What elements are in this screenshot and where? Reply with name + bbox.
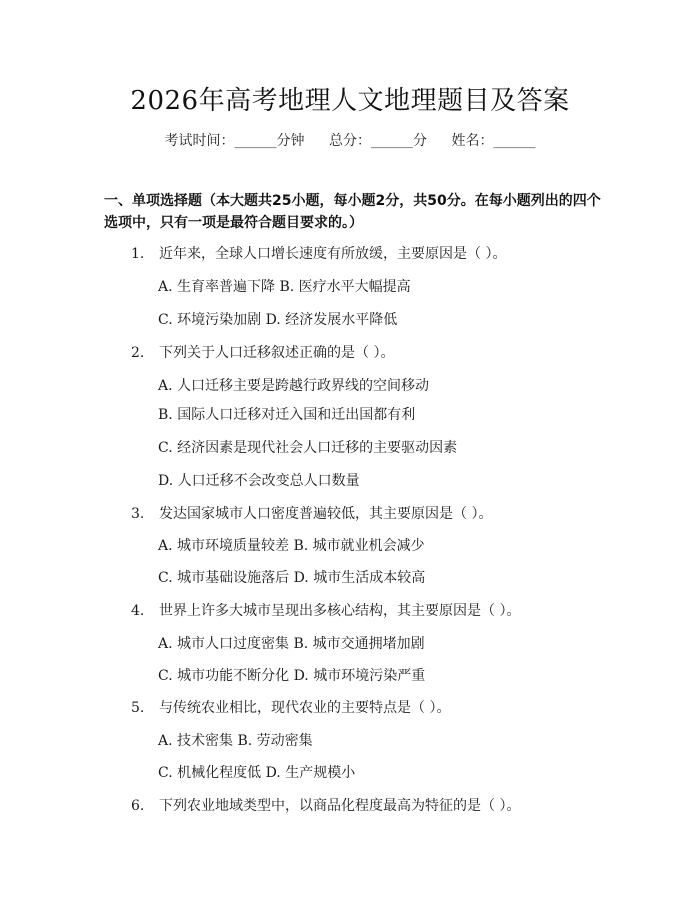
question-3 — [131, 503, 492, 523]
question-3-options-cd: C. 城市基础设施落后 D. 城市生活成本较高 — [158, 570, 426, 586]
question-number: 1. — [131, 246, 145, 262]
question-number: 2. — [131, 345, 145, 361]
question-stem: 发达国家城市人口密度普遍较低，其主要原因是（ ）。 — [159, 506, 493, 522]
question-stem: 下列农业地域类型中，以商品化程度最高为特征的是（ ）。 — [159, 798, 521, 814]
question-number: 6. — [131, 798, 145, 814]
question-2-option-b: B. 国际人口迁移对迁入国和迁出国都有利 — [158, 407, 416, 423]
question-4-options-cd: C. 城市功能不断分化 D. 城市环境污染严重 — [158, 668, 426, 684]
question-2 — [131, 342, 394, 362]
question-3-options-ab: A. 城市环境质量较差 B. 城市就业机会减少 — [158, 538, 425, 554]
question-number: 4. — [131, 603, 145, 619]
question-5-options-cd: C. 机械化程度低 D. 生产规模小 — [158, 765, 356, 781]
question-stem: 世界上许多大城市呈现出多核心结构，其主要原因是（ ）。 — [159, 603, 521, 619]
exam-time-field: 考试时间：______分钟 — [164, 133, 305, 149]
question-5-options-ab: A. 技术密集 B. 劳动密集 — [158, 733, 313, 749]
question-1-options-ab: A. 生育率普遍下降 B. 医疗水平大幅提高 — [158, 279, 411, 295]
question-stem: 下列关于人口迁移叙述正确的是（ ）。 — [159, 345, 395, 361]
question-number: 3. — [131, 506, 145, 522]
question-number: 5. — [131, 700, 145, 716]
question-6 — [131, 795, 520, 815]
question-1 — [131, 243, 506, 263]
total-score-field: 总分：______分 — [329, 133, 427, 149]
question-4-options-ab: A. 城市人口过度密集 B. 城市交通拥堵加剧 — [158, 636, 425, 652]
section-heading: 一、单项选择题（本大题共25小题，每小题2分，共50分。在每小题列出的四个选项中，只有一项是最符合题目要求的。） — [104, 193, 601, 231]
question-1-options-cd: C. 环境污染加剧 D. 经济发展水平降低 — [158, 312, 398, 328]
question-5 — [131, 697, 450, 717]
student-name-field: 姓名：______ — [451, 133, 536, 149]
question-stem: 近年来，全球人口增长速度有所放缓，主要原因是（ ）。 — [159, 246, 507, 262]
question-2-option-c: C. 经济因素是现代社会人口迁移的主要驱动因素 — [158, 440, 458, 456]
exam-meta — [0, 130, 700, 150]
page-title: 2026年高考地理人文地理题目及答案 — [130, 86, 570, 116]
question-4 — [131, 600, 520, 620]
question-stem: 与传统农业相比，现代农业的主要特点是（ ）。 — [159, 700, 451, 716]
question-2-option-a: A. 人口迁移主要是跨越行政界线的空间移动 — [158, 378, 430, 394]
question-2-option-d: D. 人口迁移不会改变总人口数量 — [158, 473, 360, 489]
